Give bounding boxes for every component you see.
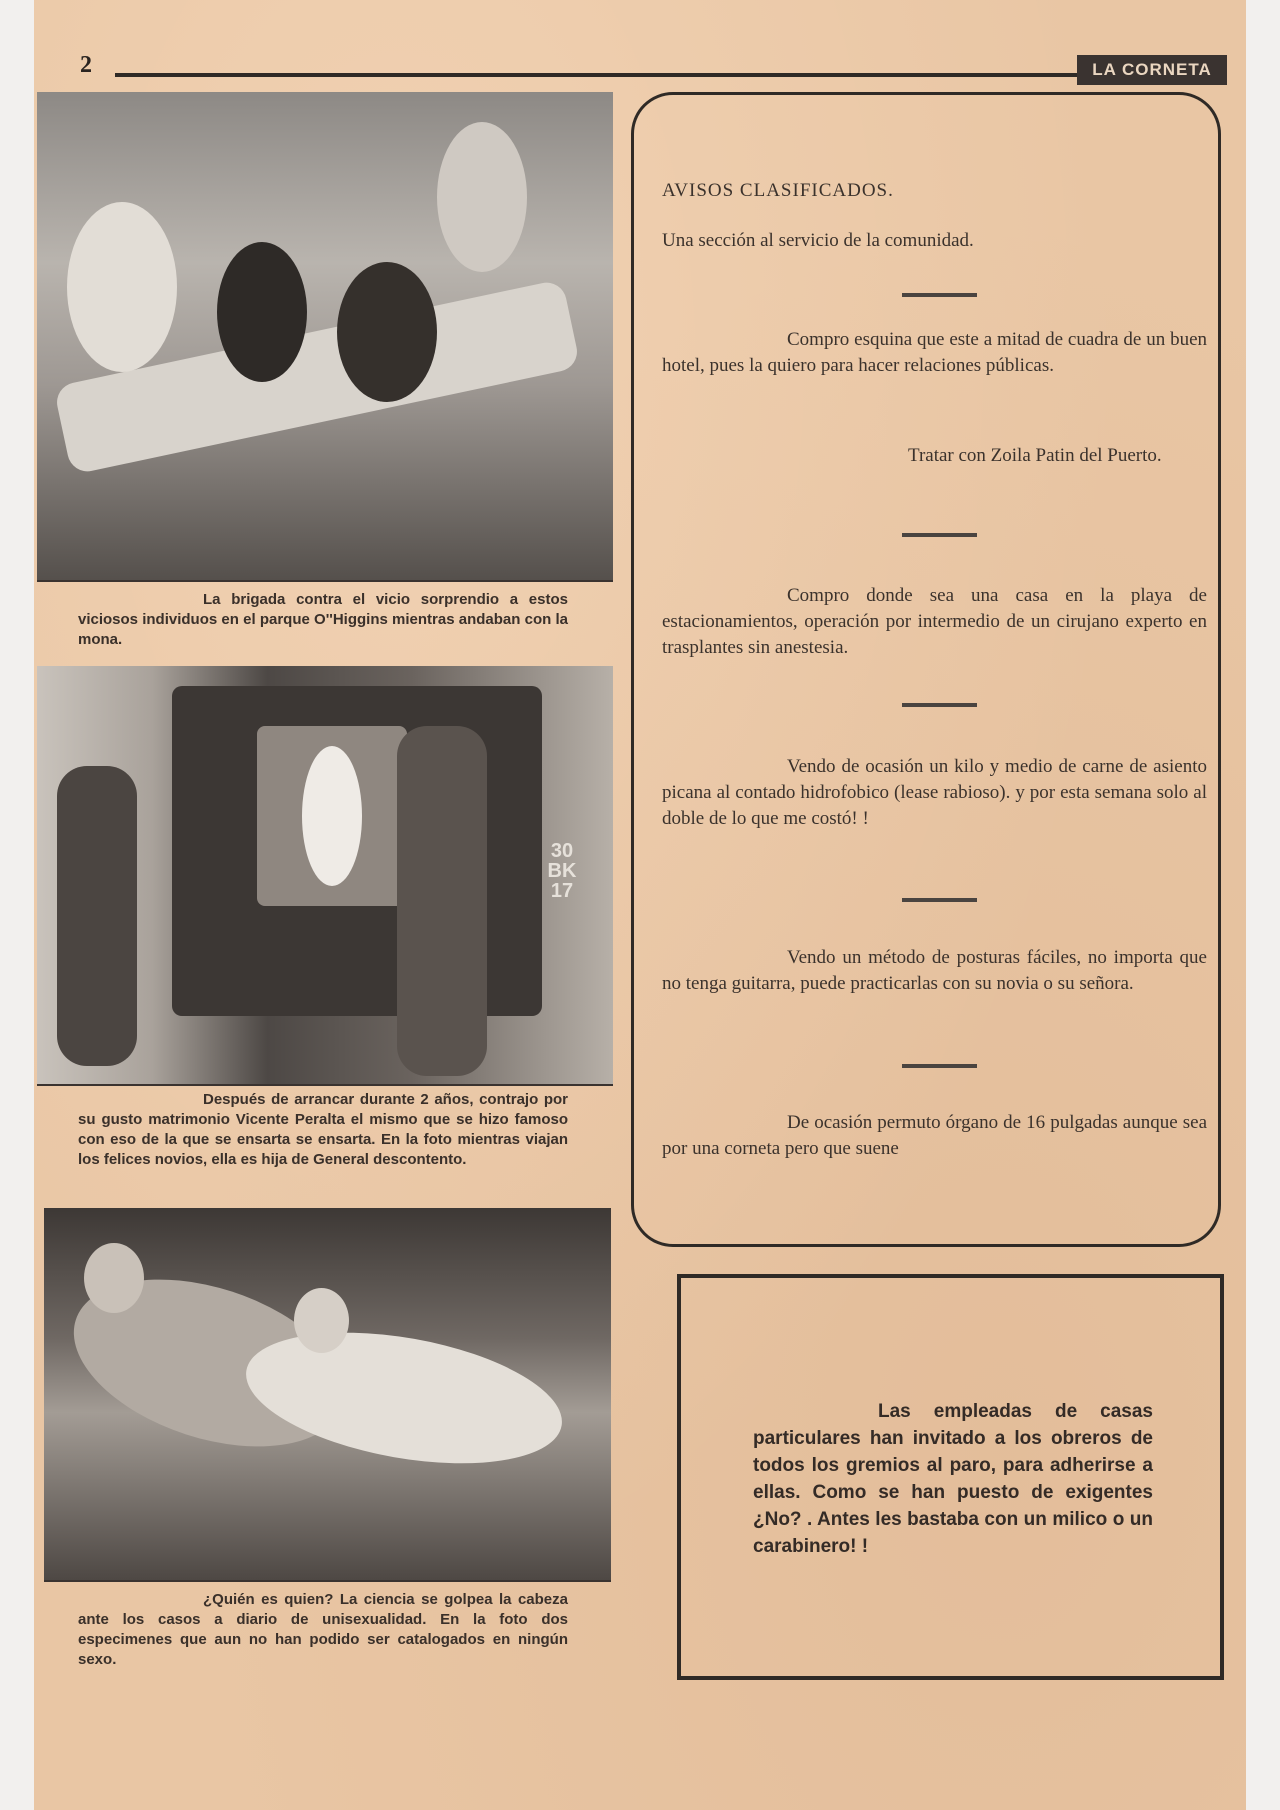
classified-ad: Vendo de ocasión un kilo y medio de carne de asiento picana al contado hidrofobico (lease rabioso). y por esta semana solo al doble de lo que me costó! ! xyxy=(662,756,1207,829)
masthead: LA CORNETA xyxy=(1077,55,1227,85)
header-rule xyxy=(115,73,1080,77)
classifieds-subtitle: Una sección al servicio de la comunidad. xyxy=(662,230,974,251)
classifieds-title: AVISOS CLASIFICADOS. xyxy=(662,180,894,201)
photo-caption: La brigada contra el vicio sorprendio a estos viciosos individuos en el parque O''Higgins mientras andaban con la mona. xyxy=(78,591,568,648)
classified-ad: Vendo un método de posturas fáciles, no importa que no tenga guitarra, puede practicarlas con su novia o su señora. xyxy=(662,947,1207,994)
separator xyxy=(902,898,977,902)
notice-box xyxy=(677,1274,1224,1680)
photo-jeep-wedding xyxy=(37,666,613,1086)
classified-ad: Compro donde sea una casa en la playa de estacionamientos, operación por intermedio de un cirujano experto en trasplantes sin anestesia. xyxy=(662,585,1207,658)
page-number: 2 xyxy=(80,52,92,78)
separator xyxy=(902,703,977,707)
photo-caption: Después de arrancar durante 2 años, contrajo por su gusto matrimonio Vicente Peralta el mismo que se hizo famoso con eso de la que se ensarta se ensarta. En la foto mientras viajan los felices novios, ella es hija de General descontento. xyxy=(78,1091,568,1168)
classified-ad: De ocasión permuto órgano de 16 pulgadas aunque sea por una corneta pero que suene xyxy=(662,1112,1207,1159)
separator xyxy=(902,1064,977,1068)
classified-ad: Compro esquina que este a mitad de cuadra de un buen hotel, pues la quiero para hacer relaciones públicas. xyxy=(662,329,1207,376)
photo-boat-chimpanzees xyxy=(37,92,613,582)
license-plate: 30 BK 17 xyxy=(547,840,577,902)
separator xyxy=(902,533,977,537)
photo-two-people-lying xyxy=(44,1208,611,1582)
separator xyxy=(902,293,977,297)
classifieds-box xyxy=(631,92,1221,1247)
notice-text: Las empleadas de casas particulares han invitado a los obreros de todos los gremios al paro, para adherirse a ellas. Como se han puesto de exigentes ¿No? . Antes les bastaba con un milico o un carabinero! ! xyxy=(753,1401,1153,1557)
classified-contact: Tratar con Zoila Patin del Puerto. xyxy=(908,445,1162,466)
photo-caption: ¿Quién es quien? La ciencia se golpea la cabeza ante los casos a diario de unisexualidad. En la foto dos especimenes que aun no han podido ser catalogados en ningún sexo. xyxy=(78,1591,568,1668)
